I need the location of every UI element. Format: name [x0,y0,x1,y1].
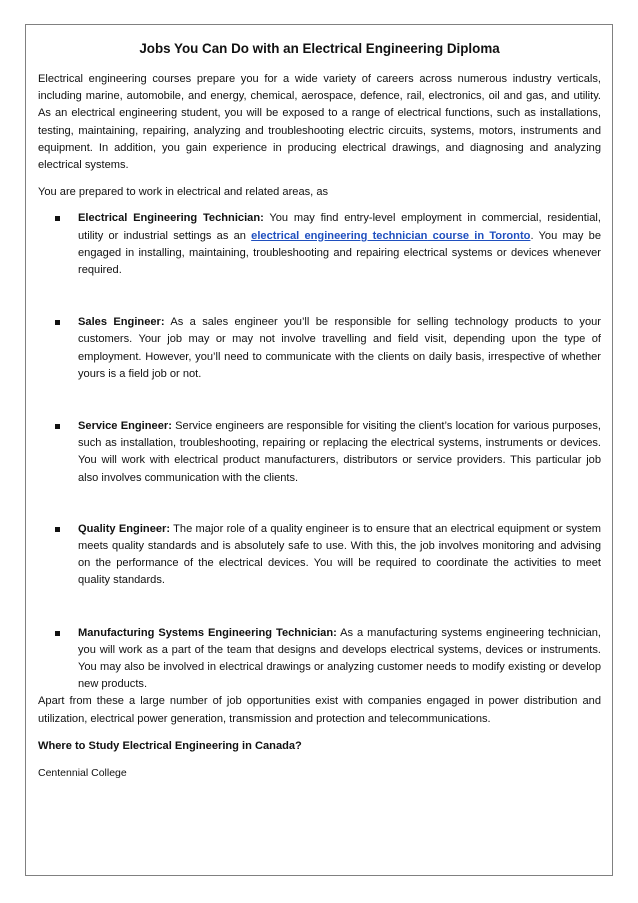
job-title: Manufacturing Systems Engineering Technician: [78,626,337,639]
page-title: Jobs You Can Do with an Electrical Engineering Diploma [139,41,500,56]
job-text: You may find entry-level employment in commercial, residential, utility or industrial settings as an [78,212,601,242]
list-item [38,418,601,487]
document-body [38,40,601,782]
intro-paragraph: Electrical engineering courses prepare you for a wide variety of careers across numerous industry verticals, including marine, automobile, and energy, chemical, aerospace, defence, rail, electronics, oil and gas, and utility. As an electrical engineering student, you will be exposed to a range of electrical functions, such as installations, testing, maintaining, repairing, analyzing and troubleshooting electric circuits, systems, motors, instruments and equipment. In addition, you gain experience in producing electrical drawings, and diagnosing and analyzing electrical systems. [38,73,601,172]
job-title: Service Engineer: [78,420,172,433]
list-item [38,625,601,694]
job-text: As a sales engineer you’ll be responsible for selling technology products to your customers. Your job may or may not involve travelling and field visit, depending upon the type of employment. However, you’ll need to communicate with the clients on daily basis, irrespective of whether yours is a field job or not. [78,316,601,380]
square-bullet-icon [55,424,60,429]
lead-paragraph: You are prepared to work in electrical and related areas, as [38,186,329,199]
job-text: As a manufacturing systems engineering technician, you will work as a part of the team that designs and develops electrical systems, devices or instruments. You may also be involved in electrical drawings or analyzing customer needs to modify existing or develop new products. [78,626,602,691]
square-bullet-icon [55,527,60,532]
job-text: The major role of a quality engineer is to ensure that an electrical equipment or system meets quality standards and is absolutely safe to use. With this, the job involves monitoring and advising on the performance of the electrical devices. You will be required to coordinate the activities to meet quality standards. [78,522,601,587]
job-text: Service engineers are responsible for visiting the client’s location for various purposes, such as installation, troubleshooting, repairing or replacing the electrical systems, instruments or devices. You will work with electrical product manufacturers, distributors or service providers. This particular job also involves communication with the clients. [78,420,601,484]
job-text: . You may be engaged in installing, maintaining, troubleshooting and repairing electrical systems or devices whenever required. [78,229,601,277]
list-item [38,314,601,383]
square-bullet-icon [55,320,60,325]
job-title: Electrical Engineering Technician: [78,212,264,225]
square-bullet-icon [55,631,60,636]
job-title: Quality Engineer: [78,522,171,535]
college-name: Centennial College [38,767,127,780]
list-item [38,210,601,279]
course-in-toronto-link[interactable]: course in Toronto [427,229,531,242]
job-title: Sales Engineer: [78,316,165,329]
jobs-list [38,210,601,693]
list-item [38,521,601,590]
closing-paragraph: Apart from these a large number of job opportunities exist with companies engaged in power distribution and utilization, electrical power generation, transmission and protection and telecommunications. [38,695,601,725]
electrical-engineering-technician-link[interactable]: electrical engineering technician [251,229,428,242]
section-heading: Where to Study Electrical Engineering in Canada? [38,739,302,752]
square-bullet-icon [55,216,60,221]
